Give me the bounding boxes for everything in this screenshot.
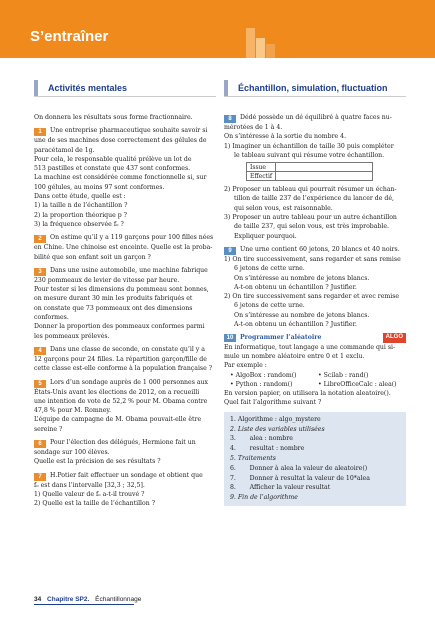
section-bar (34, 80, 38, 96)
question-item: de taille 237, qui selon vous, est très improbable. (234, 223, 390, 231)
page-footer (34, 596, 141, 603)
question-item: 2) On tire successivement sans regarder et avec remise (224, 293, 400, 301)
banner-deco-2 (256, 38, 265, 58)
exercise-8: 8 Dédé possède un dé équilibré à quatre faces nu- (224, 113, 406, 123)
question-item: qui selon vous, est raisonnable. (234, 204, 333, 212)
section-title: Échantillon, simulation, fluctuation (238, 83, 388, 93)
question-item: 6 jetons de cette urne. (234, 265, 305, 273)
question-item: On s’intéresse au nombre de jetons blancs. (234, 274, 370, 282)
question-item: le tableau suivant qui résume votre échantillon. (234, 151, 385, 159)
list-item: • AlgoBox : random() (230, 371, 297, 379)
text-line: mérotées de 1 à 4. (224, 124, 283, 131)
section-header-echantillon (224, 80, 406, 97)
question-item: 1) Quelle valeur de fₒ a-t-il trouvé ? (34, 490, 145, 498)
algorithm-box (224, 412, 406, 506)
exercise-number: 3 (34, 268, 46, 276)
text-line: On s’intéresse à la sortie du nombre 4. (224, 133, 347, 141)
page-title: S’entraîner (30, 28, 109, 45)
exercise-3: 3 Dans une usine automobile, une machine fabrique (34, 266, 216, 276)
list-item: • Scilab : rand() (318, 371, 369, 379)
text-line: Quelle est la précision de ses résultats ? (34, 458, 161, 466)
exercise-number: 5 (34, 380, 46, 388)
question-item: 1) la taille n de l’échantillon ? (34, 202, 128, 210)
exercise-number: 8 (224, 115, 236, 123)
text-line: En version papier, on utilisera la notation aleatoire(). (224, 390, 391, 398)
chapter-banner (0, 0, 435, 58)
text-line: Pour cela, le responsable qualité prélève un lot de (34, 155, 192, 163)
table-header-issue: Issue (247, 163, 276, 172)
text-line: on constate que 73 pommeaux ont des dimensions (34, 304, 193, 312)
text-line: une intention de vote de 52,2 % pour M. Obama contre (34, 397, 208, 405)
text-line: La machine est considérée comme fonctionnelle si, sur (34, 174, 207, 182)
algo-line: 4. resultat : nombre (230, 445, 305, 453)
algo-line: 8. Afficher la valeur resultat (230, 484, 331, 492)
language-list (224, 371, 406, 390)
text-line: on mesure durant 30 min les produits fabriqués et (34, 295, 193, 303)
text-line: bilité que son enfant soit un garçon ? (34, 253, 151, 261)
text-line: les pommeaux prélevés. (34, 332, 110, 340)
algo-line: 7. Donner à resultat la valeur de 10*alea (230, 474, 370, 482)
exercise-number: 1 (34, 128, 46, 136)
right-column (224, 80, 406, 506)
banner-deco-3 (266, 44, 275, 58)
algo-line: 6. Donner à alea la valeur de aleatoire() (230, 464, 368, 472)
exercise-number: 7 (34, 473, 46, 481)
text-line: Quel fait l’algorithme suivant ? (224, 399, 322, 407)
effectif-table (246, 162, 373, 181)
exercise-7: 7 H.Potier fait effectuer un sondage et obtient que (34, 471, 216, 481)
exercise-6: 6 Pour l’élection des délégués, Hermione fait un (34, 438, 216, 448)
list-item: • Python : random() (230, 380, 293, 388)
question-item: A-t-on obtenu un échantillon ? Justifier. (234, 283, 357, 291)
algo-line: 3. alea : nombre (230, 435, 293, 443)
banner-deco-1 (246, 28, 255, 58)
text-line: sereine ? (34, 425, 63, 433)
question-item: Expliquer pourquoi. (234, 232, 297, 240)
text-line: États-Unis avant les élections de 2012, on a recueilli (34, 388, 200, 396)
exercise-number: 2 (34, 235, 46, 243)
question-item: 2) Quelle est la taille de l’échantillon ? (34, 500, 156, 508)
algo-line: 2. Liste des variables utilisées (230, 425, 325, 433)
exercise-2: 2 On estime qu’il y a 119 garçons pour 100 filles nées (34, 233, 216, 243)
text-line: paracétamol de 1g. (34, 146, 95, 154)
exercise-4: 4 Dans une classe de seconde, on constate qu’il y a (34, 345, 216, 355)
question-item: On s’intéresse au nombre de jetons blancs. (234, 311, 370, 319)
exercise-number: 9 (224, 247, 236, 255)
footer-rule (34, 604, 134, 605)
list-item: • LibreOfficeCalc : alea() (318, 380, 397, 388)
text-line: fₒ est dans l’intervalle [32,3 ; 32,5]. (34, 481, 145, 489)
exercise-number: 4 (34, 347, 46, 355)
text-line: conformes. (34, 314, 69, 322)
text-line: Donner la proportion des pommeaux conformes parmi (34, 323, 205, 331)
exercise-number: 6 (34, 440, 46, 448)
question-item: 3) Proposer un autre tableau pour un autre échantillon (224, 214, 397, 222)
question-item: 6 jetons de cette urne. (234, 302, 305, 310)
table-cell (276, 163, 373, 172)
text-line: une de ses machines dose correctement des gélules de (34, 137, 207, 145)
algo-line: 5. Traitements (230, 454, 276, 462)
chapter-label: Chapitre SP2. (47, 596, 90, 603)
text-line: L’équipe de campagne de M. Obama pouvait-elle être (34, 416, 202, 424)
text-line: Dans cette étude, quelle est : (34, 193, 126, 201)
table-cell (276, 172, 373, 181)
exercise-title: Programmer l’aléatoire (240, 334, 322, 342)
chapter-name: Échantillonnage (95, 596, 142, 603)
exercise-9: 9 Une urne contient 60 jetons, 20 blancs et 40 noirs. (224, 245, 406, 255)
question-item: 3) la fréquence observée fₒ ? (34, 220, 124, 228)
question-item: A-t-on obtenu un échantillon ? Justifier. (234, 321, 357, 329)
text-line: en Chine. Une chinoise est enceinte. Quelle est la proba- (34, 244, 213, 252)
question-item: 1) Imaginer un échantillon de taille 30 puis compléter (224, 142, 394, 150)
text-line: mule un nombre aléatoire entre 0 et 1 exclu. (224, 352, 365, 360)
exercise-number: 10 (224, 334, 236, 342)
section-header-activites (34, 80, 216, 97)
text-line: cette classe est-elle conforme à la population française ? (34, 365, 213, 373)
text-line: 230 pommeaux de levier de vitesse par heure. (34, 276, 180, 284)
text-line: 513 pastilles et constate que 437 sont conformes. (34, 165, 191, 173)
page-number: 34 (34, 596, 42, 603)
text-line: Pour tester si les dimensions du pommeau sont bonnes, (34, 286, 209, 294)
text-line: 47,8 % pour M. Romney. (34, 407, 111, 415)
question-item: 2) Proposer un tableau qui pourrait résumer un échan- (224, 186, 397, 194)
exercise-10 (224, 333, 406, 342)
intro-text: On donnera les résultats sous forme fractionnaire. (34, 114, 193, 121)
algo-line: 1. Algorithme : algo_mystere (230, 415, 321, 423)
section-bar (224, 80, 228, 96)
algo-line: 9. Fin de l’algorithme (230, 494, 298, 502)
table-header-effectif: Effectif (247, 172, 276, 181)
text-line: 12 garçons pour 24 filles. La répartition garçon/fille de (34, 355, 207, 363)
question-item: 2) la proportion théorique p ? (34, 211, 127, 219)
exercise-1: 1 Une entreprise pharmaceutique souhaite savoir si (34, 126, 216, 136)
exercise-5: 5 Lors d’un sondage auprès de 1 000 personnes aux (34, 378, 216, 388)
text-line: 100 gélules, au moins 97 sont conformes. (34, 183, 165, 191)
text-line: Par exemple : (224, 362, 267, 370)
section-title: Activités mentales (48, 83, 128, 93)
question-item: tillon de taille 237 de l’expérience du lancer de dé, (234, 195, 394, 203)
text-line: sondage sur 100 élèves. (34, 449, 110, 457)
text-line: En informatique, tout langage a une commande qui si- (224, 343, 396, 351)
left-column (34, 80, 216, 509)
question-item: 1) On tire successivement, sans regarder et sans remise (224, 255, 401, 263)
algo-logo: ALGO (383, 333, 406, 342)
